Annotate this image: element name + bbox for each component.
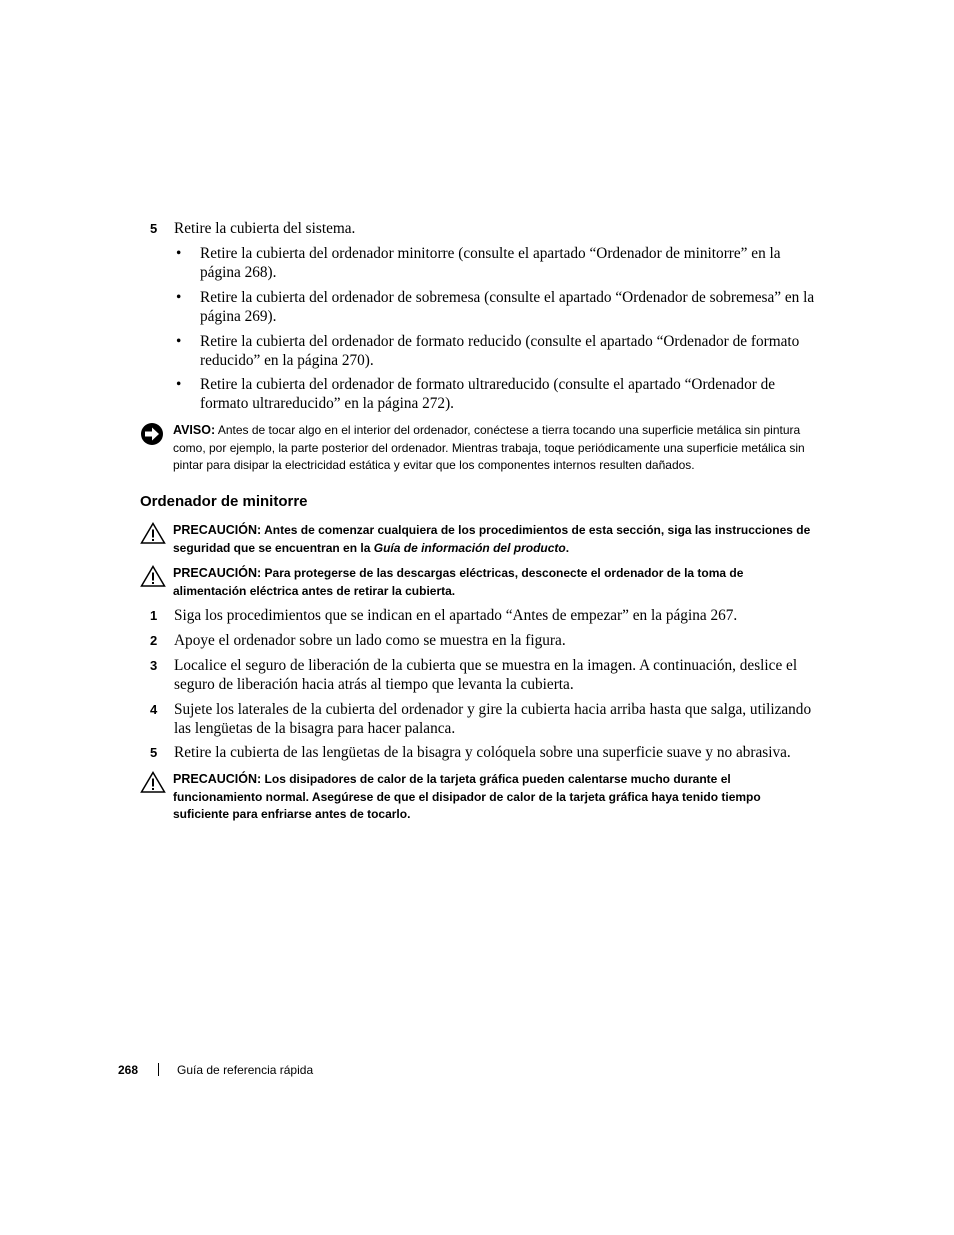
bullet-dot: • <box>176 245 182 262</box>
caution-body: Para protegerse de las descargas eléctricas, desconecte el ordenador de la toma de alimentación eléctrica antes de retirar la cubierta. <box>173 566 744 598</box>
bullet-text: Retire la cubierta del ordenador de formato reducido (consulte el apartado “Ordenador de formato reducido” en la página 270). <box>200 333 800 369</box>
caution-triangle-icon <box>140 565 166 592</box>
caution-triangle-icon <box>140 522 166 549</box>
step-item <box>150 219 815 238</box>
bullet-item <box>176 244 816 282</box>
step-number: 5 <box>150 745 158 760</box>
step-text: Apoye el ordenador sobre un lado como se muestra en la figura. <box>174 632 566 649</box>
page-number: 268 <box>118 1063 139 1077</box>
step-item <box>150 631 815 650</box>
step-text: Localice el seguro de liberación de la cubierta que se muestra en la imagen. A continuación, deslice el seguro de liberación hacia atrás al tiempo que levanta la cubierta. <box>174 657 798 693</box>
bullet-dot: • <box>176 289 182 306</box>
footer-title: Guía de referencia rápida <box>177 1063 314 1077</box>
caution-product-guide-title: Guía de información del producto <box>373 540 566 555</box>
bullet-text: Retire la cubierta del ordenador de sobremesa (consulte el apartado “Ordenador de sobremesa” en la página 269). <box>200 289 815 325</box>
caution-label: PRECAUCIÓN: <box>173 772 262 786</box>
caution-body-end: . <box>565 540 570 555</box>
notice-body: Antes de tocar algo en el interior del ordenador, conéctese a tierra tocando una superficie metálica sin pintura como, por ejemplo, la parte posterior del ordenador. Mientras trabaja, toque periódicamente una superficie metálica sin pintar para disipar la electricidad estática y evitar que los componentes internos resulten dañados. <box>173 423 805 472</box>
section-heading: Ordenador de minitorre <box>140 493 308 510</box>
step-text: Retire la cubierta de las lengüetas de la bisagra y colóquela sobre una superficie suave y no abrasiva. <box>174 744 791 761</box>
notice-arrow-icon <box>140 422 164 451</box>
caution-triangle-icon <box>140 771 166 798</box>
page-footer <box>118 1061 313 1079</box>
notice-block <box>140 422 815 475</box>
bullet-dot: • <box>176 333 182 350</box>
step-item <box>150 700 815 738</box>
footer-divider <box>158 1063 159 1076</box>
bullet-item <box>176 332 816 370</box>
step-text: Sujete los laterales de la cubierta del ordenador y gire la cubierta hacia arriba hasta que salga, utilizando las lengüetas de la bisagra para hacer palanca. <box>174 701 812 737</box>
step-number: 4 <box>150 702 158 717</box>
caution-body: Antes de comenzar cualquiera de los procedimientos de esta sección, siga las instrucciones de seguridad que se encuentran en la <box>173 523 811 555</box>
caution-text <box>173 522 815 557</box>
caution-body: Los disipadores de calor de la tarjeta gráfica pueden calentarse mucho durante el funcionamiento normal. Asegúrese de que el disipador de calor de la tarjeta gráfica haya tenido tiempo suficiente para enfriarse antes de tocarlo. <box>173 772 761 821</box>
caution-block <box>140 771 815 824</box>
caution-block <box>140 565 815 600</box>
bullet-dot: • <box>176 376 182 393</box>
caution-label: PRECAUCIÓN: <box>173 523 262 537</box>
bullet-item <box>176 288 816 326</box>
caution-block <box>140 522 815 557</box>
caution-text <box>173 565 815 600</box>
bullet-text: Retire la cubierta del ordenador minitorre (consulte el apartado “Ordenador de minitorre” en la página 268). <box>200 245 781 281</box>
bullet-item <box>176 375 816 413</box>
step-number: 2 <box>150 633 158 648</box>
step-number: 3 <box>150 658 158 673</box>
bullet-text: Retire la cubierta del ordenador de formato ultrareducido (consulte el apartado “Ordenador de formato ultrareducido” en la página 272). <box>200 376 776 412</box>
step-number: 1 <box>150 608 158 623</box>
step-number: 5 <box>150 221 158 236</box>
step-text: Retire la cubierta del sistema. <box>174 220 356 237</box>
step-text: Siga los procedimientos que se indican en el apartado “Antes de empezar” en la página 267. <box>174 607 738 624</box>
caution-label: PRECAUCIÓN: <box>173 566 262 580</box>
notice-text <box>173 422 815 475</box>
caution-text <box>173 771 815 824</box>
step-item <box>150 656 815 694</box>
step-item <box>150 606 815 625</box>
step-item <box>150 743 815 762</box>
notice-label: AVISO: <box>173 423 216 437</box>
